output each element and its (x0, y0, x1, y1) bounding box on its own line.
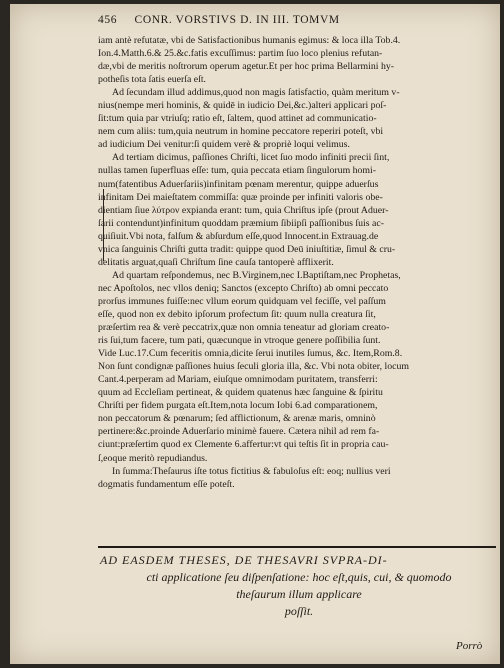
page-number: 456 (98, 14, 118, 26)
section-heading (100, 552, 498, 620)
running-header (98, 14, 498, 26)
text-line: Ad ſecundam illud addimus,quod non magis ſatisfactio, quàm meritum v- (112, 87, 400, 99)
text-line: dientiam ſiue λύτρον expianda erant: tum, quia Chriſtus ipſe (prout Aduer- (98, 204, 389, 216)
text-line: num(fatentibus Aduerſariis)infinitam pœnam merentur, quippe aduerſus (98, 178, 379, 190)
text-line: Ion.4.Matth.6.& 25.&c.fatis excuſſimus: partim ſuo loco plenius refutan- (98, 48, 383, 60)
text-line: vnica ſanguinis Chriſti gutta tradit: quippe quod Deū iniuſtitiæ, ſimul & cru- (98, 243, 396, 255)
text-line: nem cum aliis: tum,quia neutrum in homine peccatore reperiri poteſt, vbi (98, 126, 384, 138)
text-line: Chriſti per fidem purgata eſt.Item,nota locum Iobi 6.ad comparationem, (98, 400, 378, 412)
text-line: Non ſunt condignæ paſſiones huius ſeculi gloria illa, &c. Vbi nota obiter, locum (98, 361, 409, 373)
text-line: Cant.4.perperam ad Mariam, eiuſque omnimodam puritatem, transferri: (98, 374, 378, 386)
text-line: nullas tamen ſuperfluas eſſe: tum, quia peccata etiam ſingulorum homi- (98, 165, 377, 177)
text-line: quiſiuit.Vbi nota, falſum & abſurdum eſſe,quod Innocent.in Extrauag.de (98, 230, 379, 242)
running-title: CONR. VORSTIVS D. IN III. TOMVM (134, 14, 340, 26)
text-line: prorſus immunes fuiſſe:nec vllum eorum quidquam vel feciſſe, vel paſſum (98, 295, 386, 307)
text-line: quum ad Eccleſiam pertineat, & quidem quatenus hæc ſanguine & ſpiritu (98, 387, 383, 399)
text-line: Vide Luc.17.Cum feceritis omnia,dicite ſerui inutiles ſumus, &c. Item,Rom.8. (98, 348, 403, 360)
text-line: ſit:tum quia par vtriuſq; ratio eſt, ſaltem, quod attinet ad communicatio- (98, 113, 377, 125)
main-text (98, 34, 496, 491)
text-line: ris ſui,tum facere, tum pati, quæcunque in vtroque genere poſſibilia ſunt. (98, 335, 381, 347)
text-line: In ſumma:Theſaurus iſte totus fictitius & fabuloſus eſt: eoq; nullius veri (112, 465, 391, 477)
text-line: iam antè refutatæ, vbi de Satisfactionibus humanis egimus: & loca illa Tob.4. (98, 35, 401, 46)
text-line: ſ,eoque meritò repudiandus. (98, 452, 208, 464)
text-line: præſertim rea & verè peccatrix,quæ non omnia teneatur ad gloriam creato- (98, 322, 390, 334)
section-heading-line: AD EASDEM THESES, DE THESAVRI SVPRA-DI- (100, 553, 388, 567)
text-line: ſarii contendunt)infinitum quoddam præmium ſibiipſi paſſionibus ſuis ac- (98, 217, 384, 229)
text-line: delitatis arguat,quaſi Chriſtum ſine cauſa tantoperè afflixerit. (98, 256, 334, 268)
catchword: Porrò (456, 640, 483, 652)
text-line: Ad quartam reſpondemus, nec B.Virginem,nec I.Baptiſtam,nec Prophetas, (112, 269, 401, 281)
text-line: nius(nempe meri hominis, & quidē in iudicio Dei,&c.)alteri applicari poſ- (98, 100, 387, 112)
text-line: pertinere:&c.proinde Aduerſario minimè fauere. Cætera nihil ad rem fa- (98, 426, 380, 438)
book-page (10, 4, 500, 664)
text-line: infinitam Dei maieſtatem commiſſa: quæ proinde per infiniti valoris obe- (98, 191, 383, 203)
text-line: Ad tertiam dicimus, paſſiones Chriſti, licet ſuo modo infiniti precii ſint, (112, 152, 390, 164)
section-heading-line: cti applicatione ſeu diſpenſatione: hoc eſt,quis, cui, & quomodo (146, 570, 452, 584)
section-rule (98, 546, 496, 548)
text-line: ciunt:præſertim quod ex Clemente 6.affertur:vt qui teſtis ſit in propria cau- (98, 439, 389, 451)
text-line: eſſe, quod non ex debito ipſorum profectum ſit: quum nulla creatura ſit, (98, 308, 376, 320)
text-line: dogmatis fundamentum eſſe poteſt. (98, 478, 235, 490)
text-line: ad iudicium Dei venitur:ſi quidem verè & propriè loqui velimus. (98, 139, 350, 151)
text-line: non peccatorum & pœnarum; ſed afflictionum, & arenæ maris, omninò (98, 413, 376, 425)
text-line: dæ,vbi de meritis noſtrorum operum agetur.Et per hoc prima Bellarmini hy- (98, 61, 395, 73)
text-line: nec Apoſtolos, nec vllos deniq; Sanctos (excepto Chriſto) ab omni peccato (98, 282, 389, 294)
section-heading-line: poſſit. (284, 604, 314, 618)
text-line: potheſis tota ſatis euerſa eſt. (98, 74, 207, 86)
section-heading-line: theſaurum illum applicare (236, 587, 362, 601)
